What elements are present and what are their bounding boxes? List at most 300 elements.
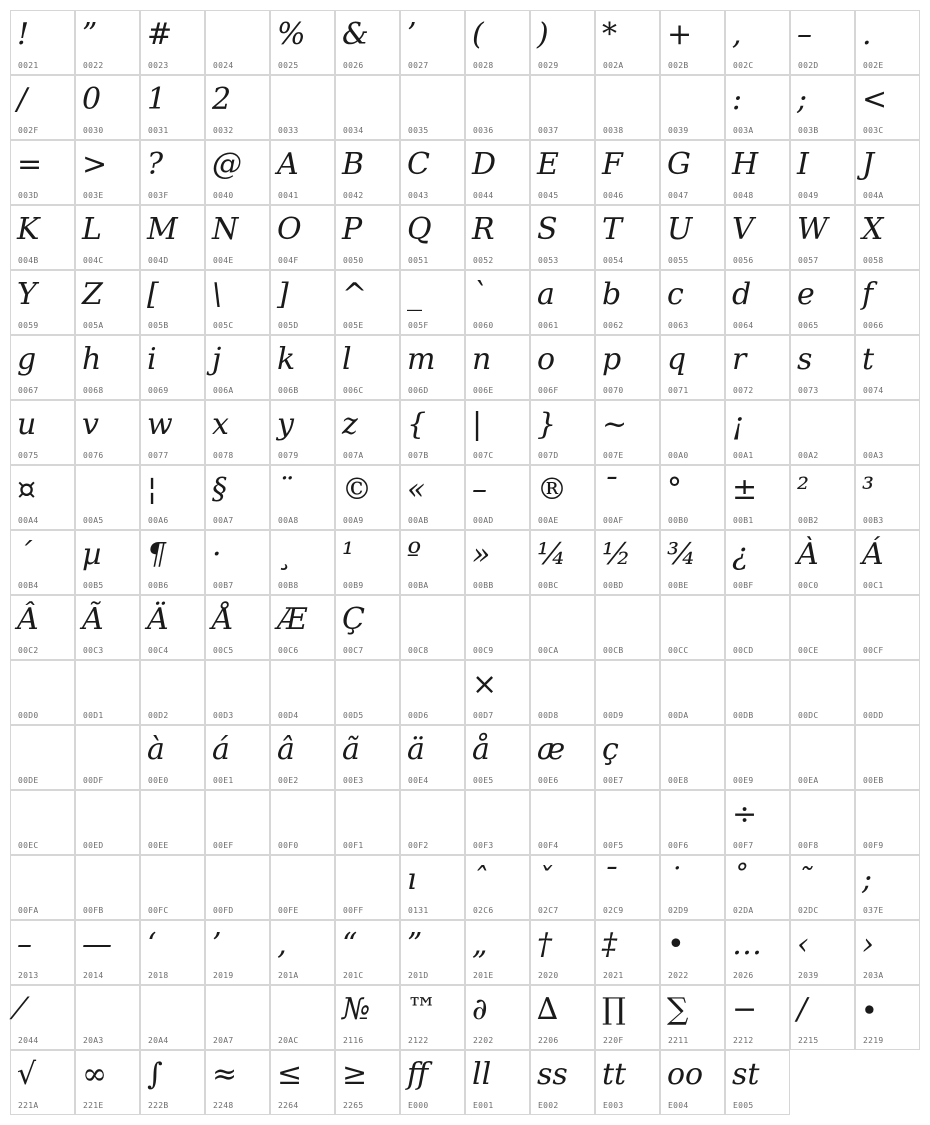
glyph-codepoint-label: 0028 bbox=[473, 61, 494, 70]
glyph-cell bbox=[75, 660, 140, 725]
glyph-codepoint-label: 0032 bbox=[213, 126, 234, 135]
glyph-cell bbox=[465, 790, 530, 855]
glyph-cell bbox=[465, 725, 530, 790]
glyph-cell bbox=[660, 725, 725, 790]
glyph-sample: R bbox=[472, 212, 495, 247]
glyph-sample: ” bbox=[82, 17, 98, 52]
glyph-codepoint-label: 2264 bbox=[278, 1101, 299, 1110]
glyph-codepoint-label: 004D bbox=[148, 256, 169, 265]
glyph-sample: „ bbox=[472, 927, 488, 962]
glyph-codepoint-label: 003B bbox=[798, 126, 819, 135]
glyph-codepoint-label: 006B bbox=[278, 386, 299, 395]
glyph-codepoint-label: 221E bbox=[83, 1101, 104, 1110]
glyph-codepoint-label: 005A bbox=[83, 321, 104, 330]
glyph-cell bbox=[400, 725, 465, 790]
glyph-sample: × bbox=[472, 667, 498, 702]
glyph-sample: d bbox=[732, 277, 752, 312]
glyph-cell bbox=[465, 335, 530, 400]
glyph-sample: ≈ bbox=[212, 1057, 238, 1092]
glyph-codepoint-label: 0027 bbox=[408, 61, 429, 70]
glyph-sample: n bbox=[472, 342, 492, 377]
glyph-sample: % bbox=[277, 17, 306, 52]
glyph-sample: W bbox=[797, 212, 828, 247]
glyph-cell bbox=[595, 530, 660, 595]
glyph-codepoint-label: 0055 bbox=[668, 256, 689, 265]
glyph-sample: ¦ bbox=[147, 472, 158, 507]
glyph-sample: ! bbox=[17, 17, 30, 52]
glyph-cell bbox=[595, 335, 660, 400]
glyph-cell bbox=[530, 725, 595, 790]
glyph-codepoint-label: 00B6 bbox=[148, 581, 169, 590]
glyph-cell bbox=[270, 10, 335, 75]
glyph-codepoint-label: 0035 bbox=[408, 126, 429, 135]
glyph-codepoint-label: 00D2 bbox=[148, 711, 169, 720]
glyph-codepoint-label: 00D6 bbox=[408, 711, 429, 720]
glyph-codepoint-label: 004E bbox=[213, 256, 234, 265]
glyph-codepoint-label: 007A bbox=[343, 451, 364, 460]
glyph-codepoint-label: 00B4 bbox=[18, 581, 39, 590]
glyph-codepoint-label: 2248 bbox=[213, 1101, 234, 1110]
glyph-sample: k bbox=[277, 342, 296, 377]
glyph-codepoint-label: 00FA bbox=[18, 906, 39, 915]
glyph-cell bbox=[465, 985, 530, 1050]
glyph-sample: ¯ bbox=[602, 472, 617, 507]
glyph-codepoint-label: 0052 bbox=[473, 256, 494, 265]
glyph-codepoint-label: 0076 bbox=[83, 451, 104, 460]
glyph-sample: © bbox=[342, 472, 372, 507]
glyph-cell bbox=[140, 140, 205, 205]
glyph-sample: ı bbox=[407, 862, 417, 897]
glyph-cell bbox=[790, 270, 855, 335]
glyph-cell bbox=[270, 465, 335, 530]
glyph-codepoint-label: 201E bbox=[473, 971, 494, 980]
glyph-codepoint-label: 2122 bbox=[408, 1036, 429, 1045]
glyph-cell bbox=[855, 335, 920, 400]
glyph-codepoint-label: 00B2 bbox=[798, 516, 819, 525]
glyph-sample: ? bbox=[147, 147, 164, 182]
glyph-cell bbox=[335, 140, 400, 205]
glyph-sample: # bbox=[147, 17, 173, 52]
glyph-sample: ∙ bbox=[862, 992, 877, 1027]
glyph-cell bbox=[205, 855, 270, 920]
glyph-cell bbox=[205, 400, 270, 465]
glyph-sample: J bbox=[862, 147, 875, 182]
glyph-sample: w bbox=[147, 407, 173, 442]
glyph-codepoint-label: 00C7 bbox=[343, 646, 364, 655]
glyph-sample: E bbox=[537, 147, 559, 182]
glyph-sample: C bbox=[407, 147, 430, 182]
glyph-codepoint-label: 0070 bbox=[603, 386, 624, 395]
glyph-cell bbox=[595, 270, 660, 335]
glyph-codepoint-label: 0033 bbox=[278, 126, 299, 135]
glyph-codepoint-label: 0039 bbox=[668, 126, 689, 135]
glyph-sample: Q bbox=[407, 212, 432, 247]
glyph-cell bbox=[530, 205, 595, 270]
glyph-cell bbox=[10, 595, 75, 660]
glyph-cell bbox=[140, 725, 205, 790]
glyph-cell bbox=[660, 660, 725, 725]
glyph-sample: st bbox=[732, 1057, 760, 1092]
glyph-cell bbox=[725, 595, 790, 660]
glyph-codepoint-label: 02C6 bbox=[473, 906, 494, 915]
glyph-cell bbox=[400, 790, 465, 855]
glyph-codepoint-label: 201A bbox=[278, 971, 299, 980]
glyph-sample: – bbox=[472, 472, 487, 507]
glyph-codepoint-label: 0040 bbox=[213, 191, 234, 200]
glyph-codepoint-label: 00BF bbox=[733, 581, 754, 590]
glyph-codepoint-label: 0078 bbox=[213, 451, 234, 460]
glyph-cell bbox=[270, 335, 335, 400]
glyph-sample: ² bbox=[797, 472, 810, 507]
glyph-codepoint-label: 00D9 bbox=[603, 711, 624, 720]
glyph-codepoint-label: 006A bbox=[213, 386, 234, 395]
glyph-cell bbox=[725, 75, 790, 140]
glyph-cell bbox=[10, 335, 75, 400]
glyph-codepoint-label: 2212 bbox=[733, 1036, 754, 1045]
glyph-codepoint-label: 007E bbox=[603, 451, 624, 460]
glyph-sample: v bbox=[82, 407, 99, 442]
glyph-cell bbox=[465, 465, 530, 530]
glyph-sample: ¤ bbox=[17, 472, 37, 507]
glyph-cell bbox=[140, 1050, 205, 1115]
glyph-sample: ¶ bbox=[147, 537, 167, 572]
glyph-cell bbox=[855, 790, 920, 855]
glyph-codepoint-label: 0046 bbox=[603, 191, 624, 200]
glyph-codepoint-label: E005 bbox=[733, 1101, 754, 1110]
glyph-cell bbox=[855, 140, 920, 205]
glyph-sample: 2 bbox=[212, 82, 232, 117]
glyph-codepoint-label: 0029 bbox=[538, 61, 559, 70]
glyph-cell bbox=[725, 10, 790, 75]
glyph-cell bbox=[465, 270, 530, 335]
glyph-cell bbox=[790, 205, 855, 270]
glyph-cell bbox=[75, 335, 140, 400]
glyph-codepoint-label: 00C8 bbox=[408, 646, 429, 655]
glyph-sample: ˜ bbox=[797, 862, 812, 897]
glyph-cell bbox=[205, 660, 270, 725]
glyph-sample: ∆ bbox=[537, 992, 558, 1027]
glyph-cell bbox=[465, 660, 530, 725]
glyph-sample: b bbox=[602, 277, 622, 312]
glyph-sample: z bbox=[342, 407, 358, 442]
glyph-sample: ä bbox=[407, 732, 425, 767]
glyph-cell bbox=[205, 75, 270, 140]
glyph-sample: ) bbox=[537, 17, 549, 52]
glyph-codepoint-label: 0034 bbox=[343, 126, 364, 135]
glyph-codepoint-label: 0036 bbox=[473, 126, 494, 135]
glyph-sample: ´ bbox=[17, 537, 32, 572]
glyph-cell bbox=[75, 920, 140, 985]
glyph-codepoint-label: 00F4 bbox=[538, 841, 559, 850]
glyph-cell bbox=[400, 10, 465, 75]
glyph-sample: Y bbox=[17, 277, 37, 312]
glyph-sample: \ bbox=[212, 277, 223, 312]
glyph-cell bbox=[595, 10, 660, 75]
glyph-sample: F bbox=[602, 147, 623, 182]
glyph-codepoint-label: 0025 bbox=[278, 61, 299, 70]
glyph-sample: “ bbox=[342, 927, 358, 962]
glyph-cell bbox=[660, 530, 725, 595]
glyph-codepoint-label: 003F bbox=[148, 191, 169, 200]
glyph-codepoint-label: E002 bbox=[538, 1101, 559, 1110]
glyph-codepoint-label: E003 bbox=[603, 1101, 624, 1110]
glyph-cell bbox=[855, 10, 920, 75]
glyph-sample: À bbox=[797, 537, 819, 572]
glyph-codepoint-label: 00B8 bbox=[278, 581, 299, 590]
glyph-codepoint-label: 0057 bbox=[798, 256, 819, 265]
glyph-cell bbox=[10, 75, 75, 140]
glyph-codepoint-label: 00B0 bbox=[668, 516, 689, 525]
glyph-cell bbox=[660, 335, 725, 400]
glyph-codepoint-label: 221A bbox=[18, 1101, 39, 1110]
glyph-sample: j bbox=[212, 342, 222, 377]
glyph-cell bbox=[270, 205, 335, 270]
glyph-codepoint-label: 00CD bbox=[733, 646, 754, 655]
glyph-cell bbox=[530, 920, 595, 985]
glyph-sample: u bbox=[17, 407, 37, 442]
glyph-codepoint-label: 2026 bbox=[733, 971, 754, 980]
glyph-sample: ∕ bbox=[797, 992, 808, 1027]
glyph-cell bbox=[660, 855, 725, 920]
glyph-cell bbox=[660, 985, 725, 1050]
glyph-cell bbox=[660, 1050, 725, 1115]
glyph-codepoint-label: 002D bbox=[798, 61, 819, 70]
glyph-cell bbox=[335, 855, 400, 920]
glyph-codepoint-label: 2013 bbox=[18, 971, 39, 980]
glyph-cell bbox=[725, 725, 790, 790]
glyph-sample: ã bbox=[342, 732, 360, 767]
glyph-cell bbox=[595, 920, 660, 985]
glyph-cell bbox=[530, 465, 595, 530]
glyph-cell bbox=[140, 660, 205, 725]
glyph-cell bbox=[595, 75, 660, 140]
glyph-cell bbox=[335, 335, 400, 400]
glyph-codepoint-label: 004A bbox=[863, 191, 884, 200]
glyph-codepoint-label: 00A5 bbox=[83, 516, 104, 525]
glyph-codepoint-label: 002C bbox=[733, 61, 754, 70]
glyph-codepoint-label: 00BA bbox=[408, 581, 429, 590]
glyph-sample: Ä bbox=[147, 602, 169, 637]
glyph-sample: ∂ bbox=[472, 992, 488, 1027]
glyph-codepoint-label: 00F5 bbox=[603, 841, 624, 850]
glyph-codepoint-label: 00A4 bbox=[18, 516, 39, 525]
glyph-codepoint-label: 201D bbox=[408, 971, 429, 980]
glyph-cell bbox=[205, 790, 270, 855]
glyph-codepoint-label: 2020 bbox=[538, 971, 559, 980]
glyph-sample: ( bbox=[472, 17, 484, 52]
glyph-codepoint-label: 201C bbox=[343, 971, 364, 980]
glyph-cell bbox=[725, 270, 790, 335]
glyph-codepoint-label: 00E6 bbox=[538, 776, 559, 785]
glyph-codepoint-label: 002A bbox=[603, 61, 624, 70]
glyph-cell bbox=[10, 1050, 75, 1115]
glyph-sample: a bbox=[537, 277, 555, 312]
glyph-codepoint-label: 00FE bbox=[278, 906, 299, 915]
glyph-cell bbox=[270, 270, 335, 335]
glyph-sample: 0 bbox=[82, 82, 102, 117]
glyph-codepoint-label: 02C9 bbox=[603, 906, 624, 915]
glyph-sample: ˆ bbox=[472, 862, 487, 897]
glyph-codepoint-label: E004 bbox=[668, 1101, 689, 1110]
glyph-codepoint-label: 00F7 bbox=[733, 841, 754, 850]
glyph-codepoint-label: 002F bbox=[18, 126, 39, 135]
glyph-sample: o bbox=[537, 342, 556, 377]
glyph-cell bbox=[335, 920, 400, 985]
glyph-cell bbox=[530, 595, 595, 660]
glyph-sample: p bbox=[602, 342, 622, 377]
glyph-codepoint-label: 2116 bbox=[343, 1036, 364, 1045]
glyph-cell bbox=[270, 855, 335, 920]
glyph-sample: M bbox=[147, 212, 178, 247]
glyph-codepoint-label: 00D1 bbox=[83, 711, 104, 720]
glyph-sample: æ bbox=[537, 732, 566, 767]
glyph-cell bbox=[335, 660, 400, 725]
glyph-codepoint-label: 00F8 bbox=[798, 841, 819, 850]
glyph-sample: = bbox=[17, 147, 43, 182]
glyph-codepoint-label: 00E1 bbox=[213, 776, 234, 785]
glyph-sample: [ bbox=[147, 277, 159, 312]
glyph-cell bbox=[10, 270, 75, 335]
glyph-codepoint-label: 00C4 bbox=[148, 646, 169, 655]
glyph-codepoint-label: 00EE bbox=[148, 841, 169, 850]
glyph-sample: ll bbox=[472, 1057, 492, 1092]
glyph-codepoint-label: 00A3 bbox=[863, 451, 884, 460]
glyph-cell bbox=[140, 595, 205, 660]
glyph-codepoint-label: 0067 bbox=[18, 386, 39, 395]
glyph-codepoint-label: 0060 bbox=[473, 321, 494, 330]
glyph-cell bbox=[790, 985, 855, 1050]
glyph-sample: tt bbox=[602, 1057, 627, 1092]
glyph-codepoint-label: 00AF bbox=[603, 516, 624, 525]
glyph-codepoint-label: 00A8 bbox=[278, 516, 299, 525]
glyph-codepoint-label: 00B9 bbox=[343, 581, 364, 590]
glyph-sample: q bbox=[667, 342, 687, 377]
glyph-codepoint-label: 0064 bbox=[733, 321, 754, 330]
glyph-cell bbox=[595, 465, 660, 530]
glyph-cell bbox=[140, 920, 205, 985]
glyph-sample: • bbox=[667, 927, 685, 962]
glyph-codepoint-label: 00E9 bbox=[733, 776, 754, 785]
glyph-cell bbox=[790, 10, 855, 75]
glyph-codepoint-label: 00A2 bbox=[798, 451, 819, 460]
glyph-sample: ‹ bbox=[797, 927, 809, 962]
glyph-sample: – bbox=[17, 927, 32, 962]
glyph-cell bbox=[725, 400, 790, 465]
glyph-cell bbox=[465, 10, 530, 75]
glyph-codepoint-label: 00FD bbox=[213, 906, 234, 915]
glyph-codepoint-label: 00D8 bbox=[538, 711, 559, 720]
glyph-codepoint-label: 00F3 bbox=[473, 841, 494, 850]
glyph-codepoint-label: 006D bbox=[408, 386, 429, 395]
glyph-codepoint-label: 0071 bbox=[668, 386, 689, 395]
glyph-cell bbox=[10, 725, 75, 790]
glyph-cell bbox=[400, 985, 465, 1050]
glyph-sample: m bbox=[407, 342, 436, 377]
glyph-codepoint-label: 0077 bbox=[148, 451, 169, 460]
glyph-cell bbox=[725, 790, 790, 855]
glyph-sample: 1 bbox=[147, 82, 167, 117]
glyph-codepoint-label: 00B3 bbox=[863, 516, 884, 525]
glyph-cell bbox=[140, 75, 205, 140]
glyph-cell bbox=[725, 985, 790, 1050]
glyph-sample: º bbox=[407, 537, 422, 572]
glyph-codepoint-label: 00A1 bbox=[733, 451, 754, 460]
glyph-sample: … bbox=[732, 927, 762, 962]
glyph-codepoint-label: 2044 bbox=[18, 1036, 39, 1045]
glyph-codepoint-label: 005E bbox=[343, 321, 364, 330]
glyph-codepoint-label: 0061 bbox=[538, 321, 559, 330]
glyph-sample: | bbox=[472, 407, 483, 442]
glyph-cell bbox=[270, 725, 335, 790]
glyph-cell bbox=[335, 75, 400, 140]
glyph-sample: c bbox=[667, 277, 684, 312]
glyph-cell bbox=[595, 985, 660, 1050]
glyph-sample: · bbox=[212, 537, 222, 572]
glyph-codepoint-label: 00B5 bbox=[83, 581, 104, 590]
glyph-cell bbox=[75, 140, 140, 205]
glyph-cell bbox=[205, 10, 270, 75]
glyph-codepoint-label: 005F bbox=[408, 321, 429, 330]
glyph-codepoint-label: 002B bbox=[668, 61, 689, 70]
glyph-sample: Á bbox=[862, 537, 884, 572]
glyph-codepoint-label: 0037 bbox=[538, 126, 559, 135]
glyph-codepoint-label: 00BB bbox=[473, 581, 494, 590]
glyph-cell bbox=[140, 465, 205, 530]
glyph-sample: ° bbox=[667, 472, 682, 507]
glyph-cell bbox=[270, 400, 335, 465]
glyph-cell bbox=[270, 790, 335, 855]
glyph-cell bbox=[855, 660, 920, 725]
glyph-codepoint-label: 00C6 bbox=[278, 646, 299, 655]
glyph-codepoint-label: 0062 bbox=[603, 321, 624, 330]
glyph-sample: ‘ bbox=[147, 927, 157, 962]
glyph-sample: ≥ bbox=[342, 1057, 368, 1092]
glyph-cell bbox=[660, 595, 725, 660]
glyph-codepoint-label: 00F9 bbox=[863, 841, 884, 850]
glyph-codepoint-label: 222B bbox=[148, 1101, 169, 1110]
glyph-cell bbox=[75, 10, 140, 75]
glyph-codepoint-label: 00BC bbox=[538, 581, 559, 590]
glyph-codepoint-label: 02DC bbox=[798, 906, 819, 915]
glyph-cell bbox=[790, 465, 855, 530]
glyph-cell bbox=[75, 790, 140, 855]
glyph-cell bbox=[855, 205, 920, 270]
glyph-cell bbox=[660, 75, 725, 140]
glyph-cell bbox=[400, 920, 465, 985]
glyph-codepoint-label: 00A6 bbox=[148, 516, 169, 525]
glyph-sample: x bbox=[212, 407, 229, 442]
glyph-codepoint-label: 007C bbox=[473, 451, 494, 460]
glyph-cell bbox=[790, 855, 855, 920]
glyph-codepoint-label: 00E2 bbox=[278, 776, 299, 785]
glyph-cell bbox=[140, 400, 205, 465]
glyph-cell bbox=[270, 1050, 335, 1115]
glyph-codepoint-label: 02DA bbox=[733, 906, 754, 915]
glyph-cell bbox=[335, 725, 400, 790]
glyph-cell bbox=[660, 400, 725, 465]
glyph-sample: : bbox=[732, 82, 743, 117]
glyph-cell bbox=[595, 790, 660, 855]
glyph-sample: O bbox=[277, 212, 302, 247]
glyph-cell bbox=[10, 140, 75, 205]
glyph-sample: > bbox=[82, 147, 108, 182]
glyph-codepoint-label: 00F2 bbox=[408, 841, 429, 850]
glyph-codepoint-label: 003E bbox=[83, 191, 104, 200]
glyph-codepoint-label: 2202 bbox=[473, 1036, 494, 1045]
glyph-cell bbox=[855, 595, 920, 660]
glyph-codepoint-label: 2206 bbox=[538, 1036, 559, 1045]
glyph-codepoint-label: 00CC bbox=[668, 646, 689, 655]
